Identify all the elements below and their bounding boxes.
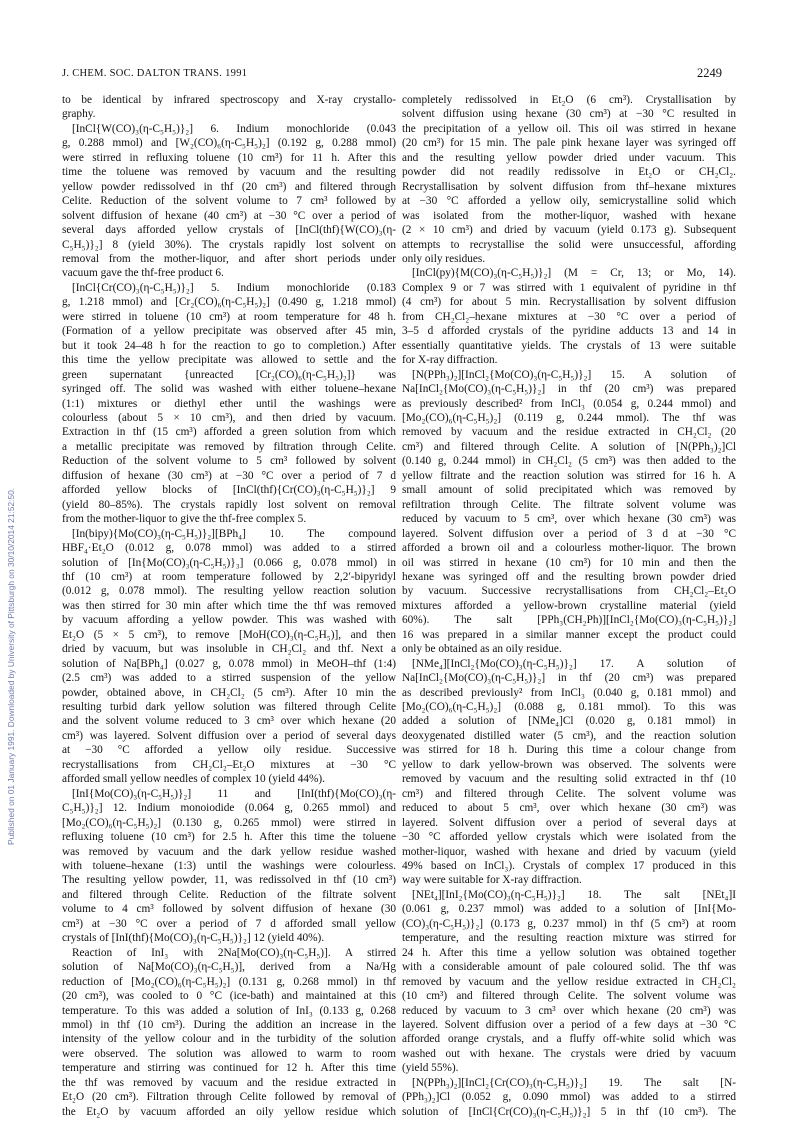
text-line: were stirred in refluxing toluene (10 cm³) for 11 h. After this [62, 151, 396, 164]
text-line: way were suitable for X-ray diffraction. [402, 874, 582, 887]
text-line: removed by vacuum and the residue extracted in CH₂Cl₂ (20 [402, 426, 736, 439]
text-line: mother-liquor, washed with hexane and dried by vacuum (yield [402, 845, 736, 858]
text-line: (10 cm³) and filtered through Celite. The solvent volume was [402, 990, 736, 1003]
text-line: refiltration through Celite. The filtrate solvent volume was [402, 498, 736, 511]
text-line: were observed. The solution was allowed to warm to room [62, 1047, 396, 1060]
text-line: colourless (about 5 × 10 cm³), and then dried by vacuum. [62, 411, 396, 424]
text-line: attempts to recrystallise the solid were unsuccessful, affording [402, 238, 736, 251]
text-line: [N(PPh₃)₂][InCl₂{Cr(CO)₃(η-C₅H₅)}₂] 19. The salt [N- [412, 1076, 736, 1089]
text-line: at −30 °C afforded a yellow oily, semicrystalline solid which [402, 195, 736, 208]
text-line: reduced to about 5 cm³, over which hexane (30 cm³) was [402, 802, 736, 815]
text-line: Et₂O (5 × 5 cm³), to remove [MoH(CO)₃(η-C₅H₅)], and then [62, 628, 396, 641]
text-line: (0.012 g, 0.078 mmol). The resulting yellow reaction solution [62, 585, 396, 598]
text-line: (20 cm³), was cooled to 0 °C (ice-bath) and maintained at this [62, 990, 396, 1003]
text-line: from CH₂Cl₂–hexane mixtures at −30 °C over a period of [402, 310, 736, 323]
text-line: this time the yellow precipitate was allowed to settle and the [62, 354, 396, 367]
text-line: for X-ray diffraction. [402, 354, 498, 367]
text-line: (2.5 cm³) was added to a stirred suspension of the yellow [62, 672, 396, 685]
text-line: only be obtained as an oily residue. [402, 643, 562, 656]
text-line: Reaction of InI₃ with 2Na[Mo(CO)₃(η-C₅H₅)]. A stirred [72, 946, 396, 959]
text-line: afforded orange crystals, and a fluffy off-white solid which was [402, 1033, 736, 1046]
text-line: 60%). The salt [PPh₃(CH₂Ph)][InCl₂{Mo(CO)₃(η-C₅H₅)}₂] [402, 614, 736, 627]
text-line: mixtures afforded a yellow-brown crystalline material (yield [402, 599, 736, 612]
text-line: (Formation of a yellow precipitate was observed after 45 min, [62, 325, 396, 338]
text-line: removal from the mother-liquor, and after short periods under [62, 252, 396, 265]
text-line: a metallic precipitate was removed by filtration through Celite. [62, 440, 396, 453]
text-line: but it took 24–48 h for the reaction to go to completion.) After [62, 339, 396, 352]
text-line: afforded yellow blocks of [InCl(thf){Cr(CO)₃(η-C₅H₅)}₂] 9 [62, 484, 396, 497]
text-line: temperature. To this was added a solution of InI₃ (0.133 g, 0.268 [62, 1004, 396, 1017]
text-line: Reduction of the solvent volume to 5 cm³ followed by solvent [62, 455, 396, 468]
text-line: was removed by vacuum and the dark yellow residue washed [62, 845, 396, 858]
text-line: 3–5 d afforded crystals of the pyridine adducts 13 and 14 in [402, 325, 736, 338]
text-line: completely redissolved in Et₂O (6 cm³). Crystallisation by [402, 94, 736, 106]
text-line: cm³) and filtered through Celite. A solution of [N(PPh₃)₂]Cl [402, 440, 736, 453]
text-line: the precipitation of a yellow oil. This oil was stirred in hexane [402, 122, 736, 135]
text-line: with a considerable amount of pale coloured solid. The thf was [402, 961, 736, 974]
text-line: (1:1) mixtures or diethyl ether until the washings were [62, 397, 396, 410]
text-line: Na[InCl₂{Mo(CO)₃(η-C₅H₅)}₂] in thf (20 cm³) was prepared [402, 672, 736, 685]
text-line: solution of Na[BPh₄] (0.027 g, 0.078 mmol) in MeOH–thf (1:4) [62, 657, 396, 670]
text-line: yellow powder redissolved in thf (20 cm³) and filtered through [62, 180, 396, 193]
text-line: [NEt₄][InI₂{Mo(CO)₃(η-C₅H₅)}₂] 18. The salt [NEt₄]I [412, 888, 736, 901]
text-line: (CO)₃(η-C₅H₅)}₂] (0.173 g, 0.237 mmol) in thf (5 cm³) at room [402, 917, 736, 930]
text-line: [Mo₂(CO)₆(η-C₅H₅)₂] (0.088 g, 0.181 mmol). To this was [402, 701, 736, 714]
text-line: C₅H₅)}₂] 8 (yield 30%). The crystals rapidly lost solvent on [62, 238, 396, 251]
text-line: with toluene–hexane (1:3) until the washings were colourless. [62, 860, 396, 873]
running-header: J. CHEM. SOC. DALTON TRANS. 1991 [62, 68, 248, 79]
text-line: intensity of the yellow colour and in the turbidity of the solution [62, 1033, 396, 1046]
text-line: 24 h. After this time a yellow solution was obtained together [402, 946, 736, 959]
text-line: were stirred in toluene (10 cm³) at room temperature for 48 h. [62, 310, 396, 323]
text-line: syringed off. The solid was washed with either toluene–hexane [62, 383, 396, 396]
text-line: and the resulting yellow powder dried under vacuum. This [402, 151, 736, 164]
text-line: only oily residues. [402, 252, 486, 265]
text-line: [InCl{Cr(CO)₃(η-C₅H₅)}₂] 5. Indium monochloride (0.183 [72, 281, 396, 294]
text-line: from the mother-liquor to give the thf-free complex 5. [62, 513, 307, 526]
text-line: (2 × 10 cm³) and dried by vacuum (yield 0.173 g). Subsequent [402, 224, 736, 237]
text-line: and filtered through Celite. Reduction of the filtrate solvent [62, 888, 396, 901]
text-line: Complex 9 or 7 was stirred with 1 equivalent of pyridine in thf [402, 281, 736, 294]
text-line: at −30 °C afforded a yellow oily residue. Successive [62, 744, 396, 757]
text-line: volume to 4 cm³ followed by solvent diffusion of hexane (30 [62, 903, 396, 916]
text-line: time the toluene was removed by vacuum and the resulting [62, 166, 396, 179]
text-line: solution of [In{Mo(CO)₃(η-C₅H₅)}₃] (0.066 g, 0.078 mmol) in [62, 556, 396, 569]
text-line: afforded a brown oil and a colourless mother-liquor. The brown [402, 542, 736, 555]
text-line: by vacuum affording a yellow powder. This was washed with [62, 614, 396, 627]
text-line: solution of Na[Mo(CO)₃(η-C₅H₅)], derived from a Na/Hg [62, 961, 396, 974]
text-line: yellow to dark yellow-brown was observed. The solvents were [402, 758, 736, 771]
text-line: solvent diffusion using hexane (30 cm³) at −30 °C resulted in [402, 108, 736, 121]
text-line: [InCl(py){M(CO)₃(η-C₅H₅)}₂] (M = Cr, 13; or Mo, 14). [412, 267, 736, 280]
text-line: deoxygenated distilled water (5 cm³), and the reaction solution [402, 729, 736, 742]
text-line: resulting turbid dark yellow solution was filtered through Celite [62, 701, 396, 714]
text-line: solvent diffusion of hexane (40 cm³) at −30 °C over a period of [62, 209, 396, 222]
download-watermark [6, 205, 22, 845]
text-line: washed out with hexane. The crystals were dried by vacuum [402, 1047, 736, 1060]
text-line: Extraction in thf (15 cm³) afforded a green solution from which [62, 426, 396, 439]
text-line: small amount of solid precipitated which was removed by [402, 484, 736, 497]
text-line: hexane was syringed off and the resulting brown powder dried [402, 570, 736, 583]
text-line: thf (10 cm³) at room temperature followed by 2,2′-bipyridyl [62, 570, 396, 583]
text-line: powder, obtained above, in CH₂Cl₂ (5 cm³). After 10 min the [62, 686, 396, 699]
watermark-text: Published on 01 January 1991. Downloaded by University of Pittsburgh on 30/10/2014 21:52:50. [6, 487, 16, 845]
text-line: refluxing toluene (10 cm³) for 2.5 h. After this time the toluene [62, 831, 396, 844]
text-line: [Mo₂(CO)₆(η-C₅H₅)₂] (0.119 g, 0.244 mmol). The thf was [402, 411, 736, 424]
text-line: HBF₄·Et₂O (0.012 g, 0.078 mmol) was added to a stirred [62, 542, 396, 555]
text-line: removed by vacuum and the resulting solid extracted in thf (10 [402, 773, 736, 786]
text-line: added a solution of [NMe₄]Cl (0.020 g, 0.181 mmol) in [402, 715, 736, 728]
text-line: g, 0.288 mmol) and [W₂(CO)₆(η-C₅H₅)₂] (0.192 g, 0.288 mmol) [62, 137, 396, 150]
text-line: (yield 80–85%). The crystals rapidly lost solvent on removal [62, 498, 396, 511]
text-line: temperature and stirring was continued for 12 h. After this time [62, 1062, 396, 1075]
text-line: Et₂O (20 cm³). Filtration through Celite followed by removal of [62, 1091, 396, 1104]
text-line: [NMe₄][InCl₂{Mo(CO)₃(η-C₅H₅)}₂] 17. A solution of [412, 657, 736, 670]
text-line: was isolated from the mother-liquor, washed with hexane [402, 209, 736, 222]
text-line: Na[InCl₂{Mo(CO)₃(η-C₅H₅)}₂] in thf (20 cm³) was prepared [402, 383, 736, 396]
text-line: cm³) and filtered through Celite. The solvent volume was [402, 787, 736, 800]
text-line: The resulting yellow powder, 11, was redissolved in thf (10 cm³) [62, 874, 396, 887]
text-line: reduced by vacuum to 3 cm³ over which hexane (20 cm³) was [402, 1004, 736, 1017]
text-line: the thf was removed by vacuum and the residue extracted in [62, 1076, 396, 1089]
text-line: layered. Solvent diffusion over a period of several days at [402, 816, 736, 829]
text-line: powder did not readily redissolve in Et₂O or CH₂Cl₂. [402, 166, 736, 179]
text-line: [In(bipy){Mo(CO)₃(η-C₅H₅)}₂][BPh₄] 10. The compound [72, 527, 396, 540]
text-line: crystals of [InI(thf){Mo(CO)₃(η-C₅H₅)}₂] 12 (yield 40%). [62, 932, 325, 945]
text-line: essentially quantitative yields. The crystals of 13 were suitable [402, 339, 736, 352]
text-line: vacuum gave the thf-free product 6. [62, 267, 224, 280]
text-line: removed by vacuum and the yellow residue extracted in CH₂Cl₂ [402, 975, 736, 988]
text-line: (0.140 g, 0.244 mmol) in CH₂Cl₂ (5 cm³) was then added to the [402, 455, 736, 468]
text-line: (0.061 g, 0.237 mmol) was added to a solution of [InI{Mo- [402, 903, 736, 916]
text-line: yellow filtrate and the reaction solution was stirred for 16 h. A [402, 469, 736, 482]
text-line: several days afforded yellow crystals of [InCl(thf){W(CO)₃(η- [62, 224, 396, 237]
text-line: green supernatant {unreacted [Cr₂(CO)₆(η-C₅H₅)₂]} was [62, 368, 396, 381]
text-line: by vacuum. Successive recrystallisations from CH₂Cl₂–Et₂O [402, 585, 736, 598]
text-line: reduction of [Mo₂(CO)₆(η-C₅H₅)₂] (0.131 g, 0.268 mmol) in thf [62, 975, 396, 988]
text-line: afforded small yellow needles of complex 10 (yield 44%). [62, 773, 325, 786]
text-line: the Et₂O by vacuum afforded an oily yellow residue which [62, 1105, 396, 1118]
text-line: was stirred for 18 h. During this time a colour change from [402, 744, 736, 757]
text-line: (PPh₃)₂]Cl (0.052 g, 0.090 mmol) was added to a stirred [402, 1091, 736, 1104]
text-line: temperature, and the resulting reaction mixture was stirred for [402, 932, 736, 945]
text-line: recrystallisations from CH₂Cl₂–Et₂O mixtures at −30 °C [62, 758, 396, 771]
text-line: to be identical by infrared spectroscopy and X-ray crystallo- [62, 94, 396, 106]
text-line: graphy. [62, 108, 96, 121]
text-line: oil was stirred in hexane (10 cm³) for 10 min and then the [402, 556, 736, 569]
text-line: solution of [InCl{Cr(CO)₃(η-C₅H₅)}₂] 5 in thf (10 cm³). The [402, 1105, 736, 1118]
text-line: Celite. Reduction of the solvent volume to 7 cm³ followed by [62, 195, 396, 208]
text-line: (4 cm³) for about 5 min. Recrystallisation by solvent diffusion [402, 296, 736, 309]
right-column [402, 93, 736, 1119]
text-line: g, 1.218 mmol) and [Cr₂(CO)₆(η-C₅H₅)₂] (0.490 g, 1.218 mmol) [62, 296, 396, 309]
text-line: (20 cm³) for 15 min. The pale pink hexane layer was syringed off [402, 137, 736, 150]
text-line: as previously described² from InCl₃ (0.054 g, 0.244 mmol) and [402, 397, 736, 410]
text-line: [N(PPh₃)₂][InCl₂{Mo(CO)₃(η-C₅H₅)}₂] 15. A solution of [412, 368, 736, 381]
text-line: layered. Solvent diffusion over a period of 3 d at −30 °C [402, 527, 736, 540]
text-line: −30 °C afforded yellow crystals which were isolated from the [402, 831, 736, 844]
text-line: was then stirred for 30 min after which time the thf was removed [62, 599, 396, 612]
text-line: cm³) was layered. Solvent diffusion over a period of several days [62, 729, 396, 742]
text-line: mmol) in thf (10 cm³). During the addition an increase in the [62, 1019, 396, 1031]
text-line: as described previously² from InCl₃ (0.040 g, 0.181 mmol) and [402, 686, 736, 699]
text-line: 49% based on InCl₃). Crystals of complex 17 produced in this [402, 860, 736, 873]
text-line: [Mo₂(CO)₆(η-C₅H₅)₂] (0.130 g, 0.265 mmol) were stirred in [62, 816, 396, 829]
text-line: cm³) at −30 °C over a period of 7 d afforded small yellow [62, 917, 396, 930]
text-line: dried by vacuum, but was insoluble in CH₂Cl₂ and thf. Next a [62, 643, 396, 656]
text-line: 16 was prepared in a similar manner except the product could [402, 628, 736, 641]
text-line: [InI{Mo(CO)₃(η-C₅H₅)}₂] 11 and [InI(thf){Mo(CO)₃(η- [72, 787, 396, 800]
text-line: and the solvent volume reduced to 3 cm³ over which hexane (20 [62, 715, 396, 728]
left-column [62, 93, 396, 1119]
text-line: [InCl{W(CO)₃(η-C₅H₅)}₂] 6. Indium monochloride (0.043 [72, 122, 396, 135]
text-line: Recrystallisation by solvent diffusion from thf–hexane mixtures [402, 180, 736, 193]
text-line: C₅H₅)}₂] 12. Indium monoiodide (0.064 g, 0.265 mmol) and [62, 802, 396, 815]
text-line: reduced by vacuum to 5 cm³, over which hexane (30 cm³) was [402, 513, 736, 526]
page-number: 2249 [697, 66, 722, 80]
text-line: diffusion of hexane (30 cm³) at −30 °C over a period of 7 d [62, 469, 396, 482]
text-line: (yield 55%). [402, 1062, 459, 1075]
text-line: layered. Solvent diffusion over a period of a few days at −30 °C [402, 1019, 736, 1031]
